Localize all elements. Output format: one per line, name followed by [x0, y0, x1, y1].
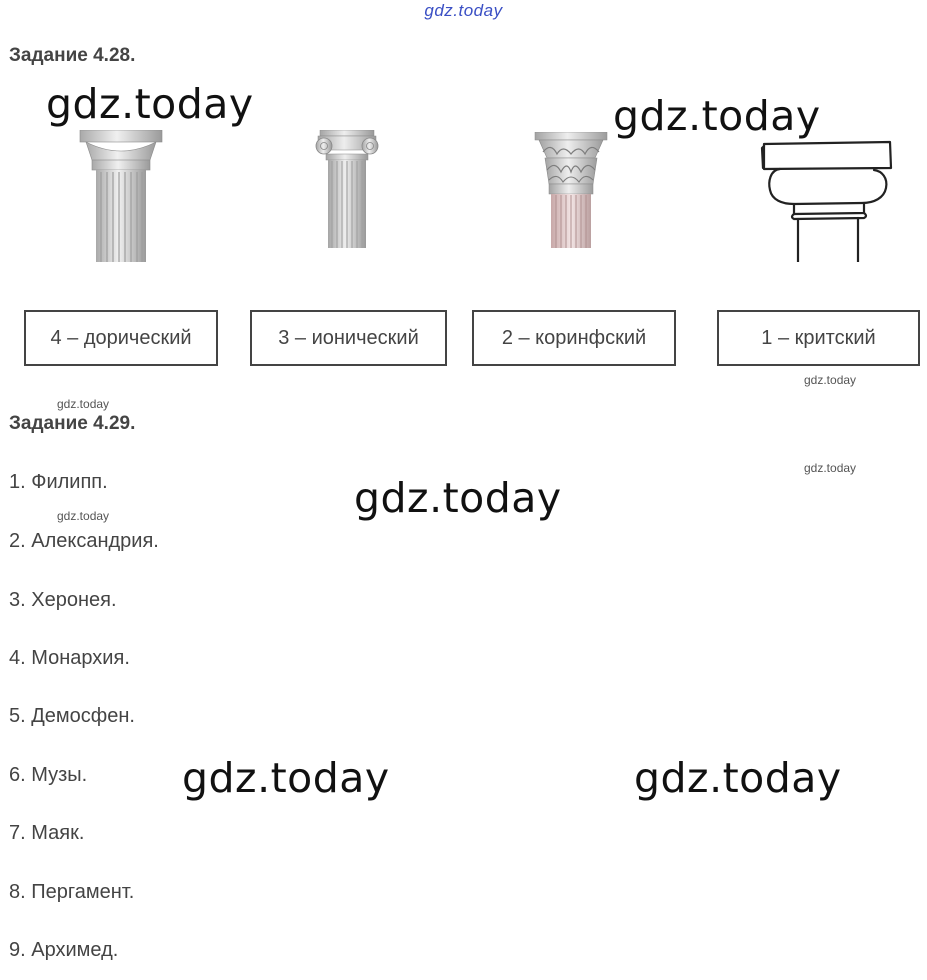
list-item: 5. Демосфен. [9, 705, 135, 727]
watermark-large: gdz.today [634, 754, 842, 802]
list-item: 2. Александрия. [9, 530, 159, 552]
list-item: 1. Филипп. [9, 471, 108, 493]
watermark-large: gdz.today [182, 754, 390, 802]
answer-box-corinthian: 2 – коринфский [472, 310, 676, 366]
list-item: 6. Музы. [9, 764, 88, 786]
minoan-column-icon [760, 138, 896, 262]
top-watermark: gdz.today [424, 1, 503, 20]
ionic-column-icon [312, 130, 382, 248]
answer-box-ionic: 3 – ионический [250, 310, 447, 366]
list-item: 9. Архимед. [9, 939, 119, 961]
watermark-small: gdz.today [57, 509, 110, 523]
list-item: 4. Монархия. [9, 647, 130, 669]
watermark-small: gdz.today [804, 461, 857, 475]
task-4-29-title: Задание 4.29. [9, 413, 136, 434]
list-item: 3. Херонея. [9, 589, 117, 611]
watermark-large: gdz.today [613, 92, 821, 140]
task-4-28-title: Задание 4.28. [9, 45, 136, 66]
watermark-small: gdz.today [57, 397, 110, 411]
watermark-large: gdz.today [46, 80, 254, 128]
watermark-small: gdz.today [804, 373, 857, 387]
answer-box-doric: 4 – дорический [24, 310, 218, 366]
doric-column-icon [78, 130, 164, 262]
corinthian-column-icon [533, 132, 609, 248]
answer-box-cretan: 1 – критский [717, 310, 920, 366]
list-item: 8. Пергамент. [9, 881, 135, 903]
watermark-large: gdz.today [354, 474, 562, 522]
list-item: 7. Маяк. [9, 822, 85, 844]
